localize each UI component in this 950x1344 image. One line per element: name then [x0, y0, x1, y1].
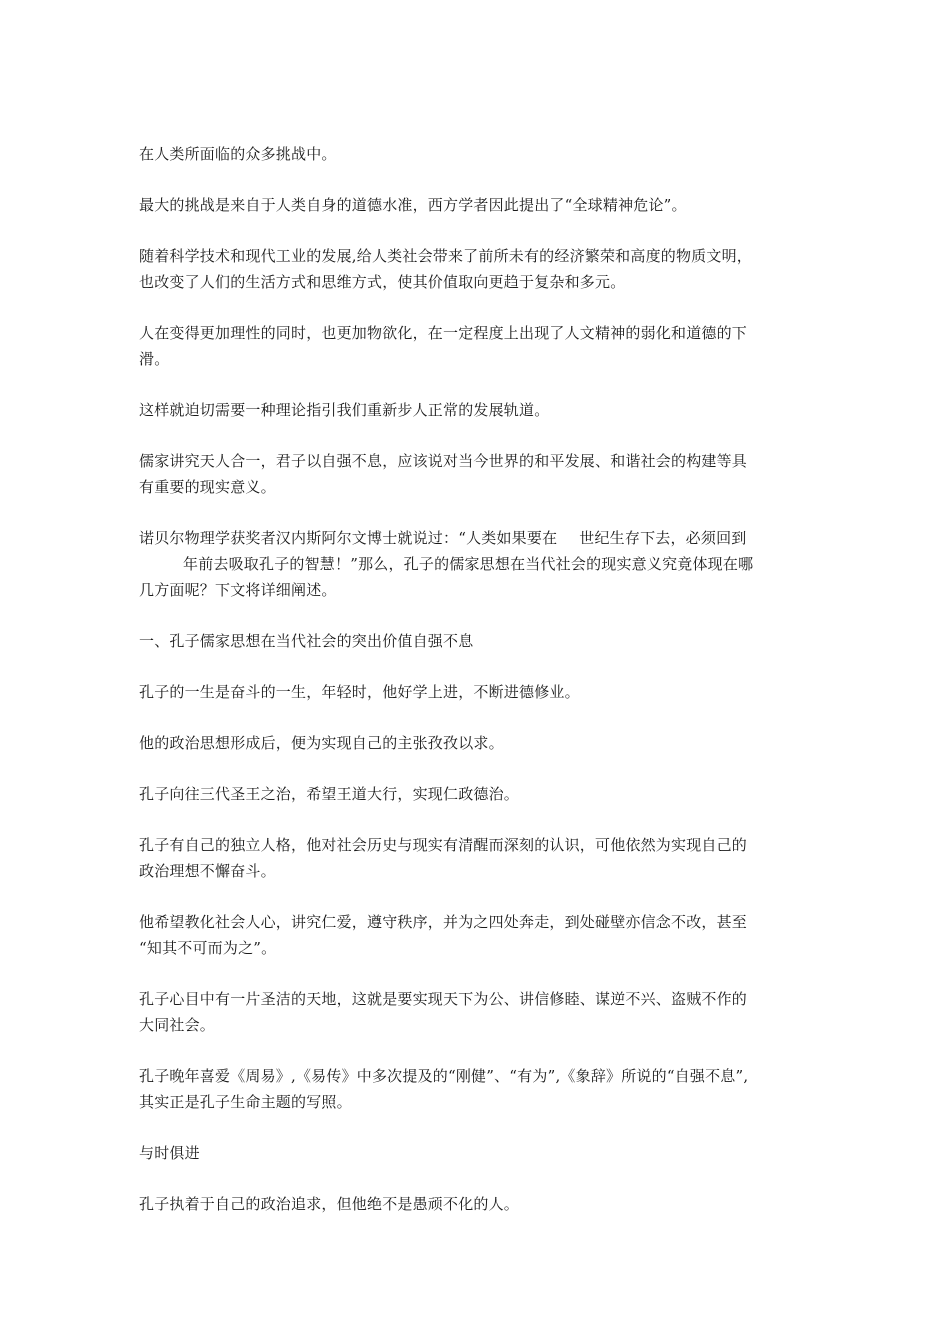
- text-line: 大同社会。: [139, 1016, 216, 1034]
- paragraph: [139, 909, 813, 961]
- paragraph: [139, 243, 813, 295]
- text-line: 几方面呢？下文将详细阐述。: [139, 581, 337, 599]
- document-body: [139, 141, 813, 1242]
- section-heading: [139, 628, 813, 654]
- text-line: 孔子心目中有一片圣洁的天地，这就是要实现天下为公、讲信修睦、谋逆不兴、盗贼不作的: [139, 990, 748, 1008]
- paragraph: [139, 679, 813, 705]
- text-line: 人在变得更加理性的同时，也更加物欲化，在一定程度上出现了人文精神的弱化和道德的下: [139, 324, 748, 342]
- text-segment: 世纪生存下去，必须回到: [579, 529, 747, 547]
- text-line: 他的政治思想形成后，便为实现自己的主张孜孜以求。: [139, 734, 504, 752]
- paragraph: [139, 832, 813, 884]
- text-line: 孔子晚年喜爱《周易》,《易传》中多次提及的“刚健”、“有为”,《象辞》所说的“自强不息”,: [139, 1067, 749, 1085]
- text-line: 这样就迫切需要一种理论指引我们重新步人正常的发展轨道。: [139, 401, 550, 419]
- paragraph: [139, 448, 813, 500]
- paragraph: [139, 397, 813, 423]
- text-line: 政治理想不懈奋斗。: [139, 862, 276, 880]
- text-line: 孔子有自己的独立人格，他对社会历史与现实有清醒而深刻的认识，可他依然为实现自己的: [139, 836, 748, 854]
- paragraph: [139, 1191, 813, 1217]
- text-line: 儒家讲究天人合一，君子以自强不息，应该说对当今世界的和平发展、和谐社会的构建等具: [139, 452, 748, 470]
- text-line: [139, 525, 813, 551]
- text-segment: 诺贝尔物理学获奖者汉内斯阿尔文博士就说过：“人类如果要在: [139, 529, 558, 547]
- section-heading: [139, 1140, 813, 1166]
- paragraph: [139, 192, 813, 218]
- text-line: “知其不可而为之”。: [139, 939, 277, 957]
- text-line: 滑。: [139, 350, 170, 368]
- text-line: 一、孔子儒家思想在当代社会的突出价值自强不息: [139, 632, 474, 650]
- text-line: 随着科学技术和现代工业的发展,给人类社会带来了前所未有的经济繁荣和高度的物质文明，: [139, 247, 752, 265]
- text-line: 孔子的一生是奋斗的一生，年轻时，他好学上进，不断进德修业。: [139, 683, 580, 701]
- text-line: 在人类所面临的众多挑战中。: [139, 145, 337, 163]
- paragraph: [139, 986, 813, 1038]
- paragraph-quote: [139, 525, 813, 603]
- text-line: 孔子向往三代圣王之治，希望王道大行，实现仁政德治。: [139, 785, 520, 803]
- text-line: 最大的挑战是来自于人类自身的道德水准，西方学者因此提出了“全球精神危论”。: [139, 196, 687, 214]
- text-line: 孔子执着于自己的政治追求，但他绝不是愚顽不化的人。: [139, 1195, 520, 1213]
- text-line: 与时俱进: [139, 1144, 200, 1162]
- text-line: 他希望教化社会人心，讲究仁爱，遵守秩序，并为之四处奔走，到处碰壁亦信念不改，甚至: [139, 913, 748, 931]
- paragraph: [139, 320, 813, 372]
- paragraph: [139, 1063, 813, 1115]
- paragraph: [139, 141, 813, 167]
- text-line: 也改变了人们的生活方式和思维方式，使其价值取向更趋于复杂和多元。: [139, 273, 626, 291]
- paragraph: [139, 781, 813, 807]
- text-segment: 年前去吸取孔子的智慧！”那么，孔子的儒家思想在当代社会的现实意义究竟体现在哪: [183, 555, 754, 573]
- text-line: 其实正是孔子生命主题的写照。: [139, 1093, 352, 1111]
- text-line: 有重要的现实意义。: [139, 478, 276, 496]
- paragraph: [139, 730, 813, 756]
- text-line: [139, 551, 813, 577]
